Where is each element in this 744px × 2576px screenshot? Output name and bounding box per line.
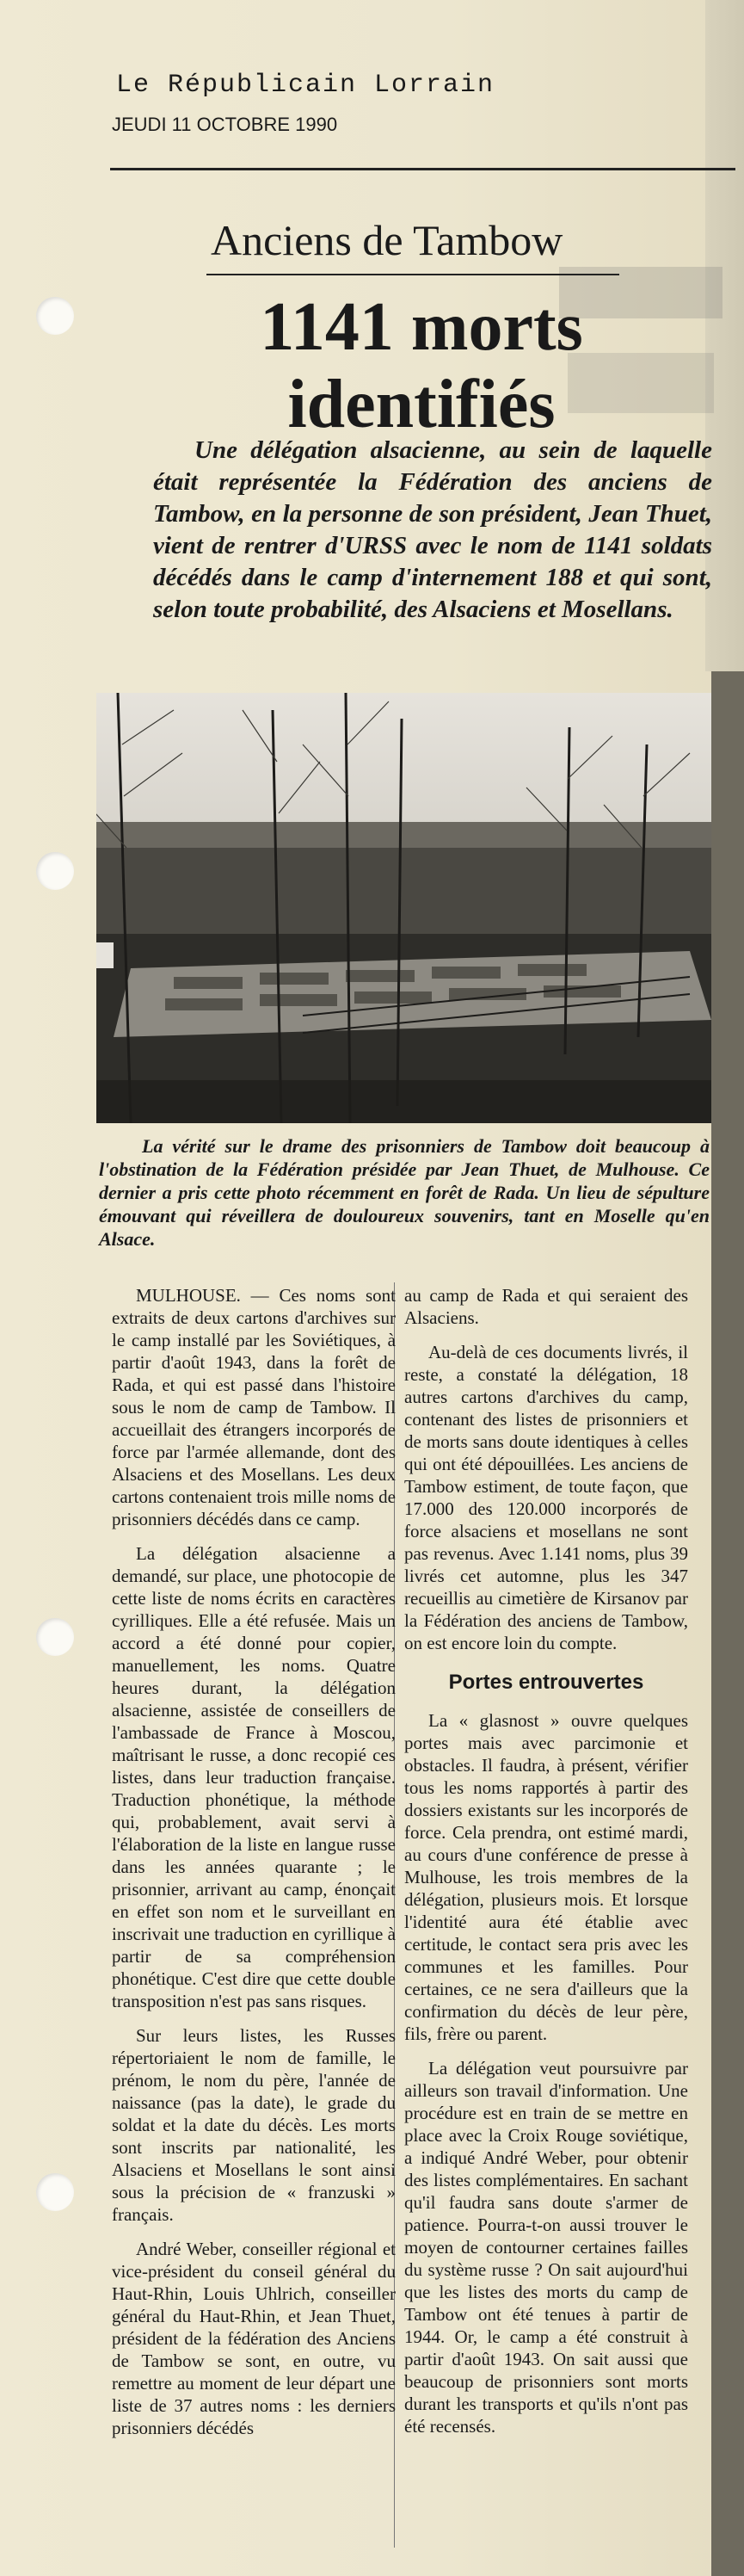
headline-line-1: 1141 morts bbox=[260, 289, 583, 365]
paragraph: Au-delà de ces documents livrés, il reste, a constaté la délégation, 18 autres cartons d'archives du camp, contenant des listes de prisonniers et de morts sans doute identiques à celles qui ont été dépouillées. Les anciens de Tambow estiment, de toute façon, que 17.000 des 120.000 incorporés de force alsaciens et mosellans ne sont pas revenus. Avec 1.141 noms, plus 39 livrés cet automne, plus les 347 recueillis au cimetière de Kirsanov par la Fédération des anciens de Tambow, on est encore loin du compte. bbox=[404, 1342, 688, 1653]
punch-hole bbox=[36, 2173, 74, 2211]
publication-date: JEUDI 11 OCTOBRE 1990 bbox=[112, 114, 338, 135]
kicker-rule bbox=[206, 274, 619, 275]
article-column-2 bbox=[404, 1284, 688, 2449]
photo-cemetery-rada-forest bbox=[96, 693, 711, 1123]
headline bbox=[163, 288, 679, 443]
punch-hole bbox=[36, 1618, 74, 1656]
paragraph: La « glasnost » ouvre quelques portes mais avec parcimonie et obstacles. Il faudra, à présent, vérifier tous les noms rapportés à partir des dossiers existants sur les incorporés de force. Cela prendra, ont estimé mardi, au cours d'une conférence de presse à Mulhouse, les trois membres de la délégation, plusieurs mois. Et lorsque l'identité aura été établie avec certitude, le contact sera pris avec les communes et les familles. Pour certaines, ce ne sera d'ailleurs que la confirmation du décès de leur père, fils, frère ou parent. bbox=[404, 1710, 688, 2044]
header-rule bbox=[110, 168, 735, 170]
subheading: Portes entrouvertes bbox=[448, 1671, 644, 1694]
paragraph: au camp de Rada et qui seraient des Alsaciens. bbox=[404, 1285, 688, 1328]
headline-line-2: identifiés bbox=[287, 367, 556, 442]
photo-illustration bbox=[96, 693, 711, 1123]
kicker: Anciens de Tambow bbox=[211, 216, 563, 264]
punch-hole bbox=[36, 297, 74, 335]
paragraph: André Weber, conseiller régional et vice-président du conseil général du Haut-Rhin, Louis Uhlrich, conseiller général du Haut-Rhin, et Jean Thuet, président de la fédération des Anciens de Tambow se sont, en outre, vu remettre au moment de leur départ une liste de 37 autres noms : les derniers prisonniers décédés bbox=[112, 2239, 396, 2438]
paragraph: MULHOUSE. — Ces noms sont extraits de deux cartons d'archives sur le camp installé par les Soviétiques, à partir d'août 1943, dans la forêt de Rada, et qui est passé dans l'histoire sous le nom de camp de Tambow. Il accueillait des étrangers incorporés de force par l'armée allemande, dont des Alsaciens et des Mosellans. Les deux cartons contenaient trois mille noms de prisonniers décédés dans ce camp. bbox=[112, 1285, 396, 1529]
punch-hole bbox=[36, 852, 74, 890]
paragraph: La délégation alsacienne a demandé, sur place, une photocopie de cette liste de noms écrits en caractères cyrilliques. Elle a été refusée. Mais un accord a été donné pour copier, manuellement, les noms. Quatre heures durant, la délégation alsacienne, assistée de conseillers de l'ambassade de France à Moscou, maîtrisant le russe, a donc recopié ces listes, dans leur traduction française. Traduction phonétique, la méthode qui, probablement, avait servi à l'élaboration de la liste en langue russe dans les années quarante ; le prisonnier, arrivant au camp, énonçait en effet son nom et le surveillant en inscrivait une traduction en cyrillique à partir de sa compréhension phonétique. C'est dire que cette double transposition n'est pas sans risques. bbox=[112, 1543, 396, 2011]
adjacent-page-shadow bbox=[711, 671, 744, 2576]
paragraph: La délégation veut poursuivre par ailleurs son travail d'information. Une procédure est en train de se mettre en place avec la Croix Rouge soviétique, a indiqué André Weber, pour obtenir des listes complémentaires. En sachant qu'il faudra sans doute s'armer de patience. Pourra-t-on aussi trouver le moyen de contourner certaines failles du système russe ? On sait aujourd'hui que les listes des morts du camp de Tambow ont été tenues à partir de 1944. Or, le camp a été construit à partir d'août 1943. On sait aussi que beaucoup de prisonniers sont morts durant les transports et qu'ils n'ont pas été recensés. bbox=[404, 2058, 688, 2437]
newspaper-name: Le Républicain Lorrain bbox=[116, 71, 495, 100]
lead-paragraph: Une délégation alsacienne, au sein de laquelle était représentée la Fédération des anciens de Tambow, en la personne de son président, Jean Thuet, vient de rentrer d'URSS avec le nom de 1141 soldats décédés dans le camp d'internement 188 et qui sont, selon toute probabilité, des Alsaciens et Mosellans. bbox=[153, 436, 712, 623]
photo-caption: La vérité sur le drame des prisonniers de Tambow doit beaucoup à l'obstination de la Fédération présidée par Jean Thuet, de Mulhouse. Ce dernier a pris cette photo récemment en forêt de Rada. Un lieu de sépulture émouvant qui réveillera de douloureux souvenirs, tant en Moselle qu'en Alsace. bbox=[99, 1135, 710, 1250]
article-column-1 bbox=[112, 1284, 396, 2451]
paragraph: Sur leurs listes, les Russes répertoriaient le nom de famille, le prénom, le nom du père, l'année de naissance (pas la date), le grade du soldat et la date du décès. Les morts sont inscrits par nationalité, les Alsaciens et Mosellans le sont ainsi sous la précision de « franzuski » français. bbox=[112, 2025, 396, 2225]
